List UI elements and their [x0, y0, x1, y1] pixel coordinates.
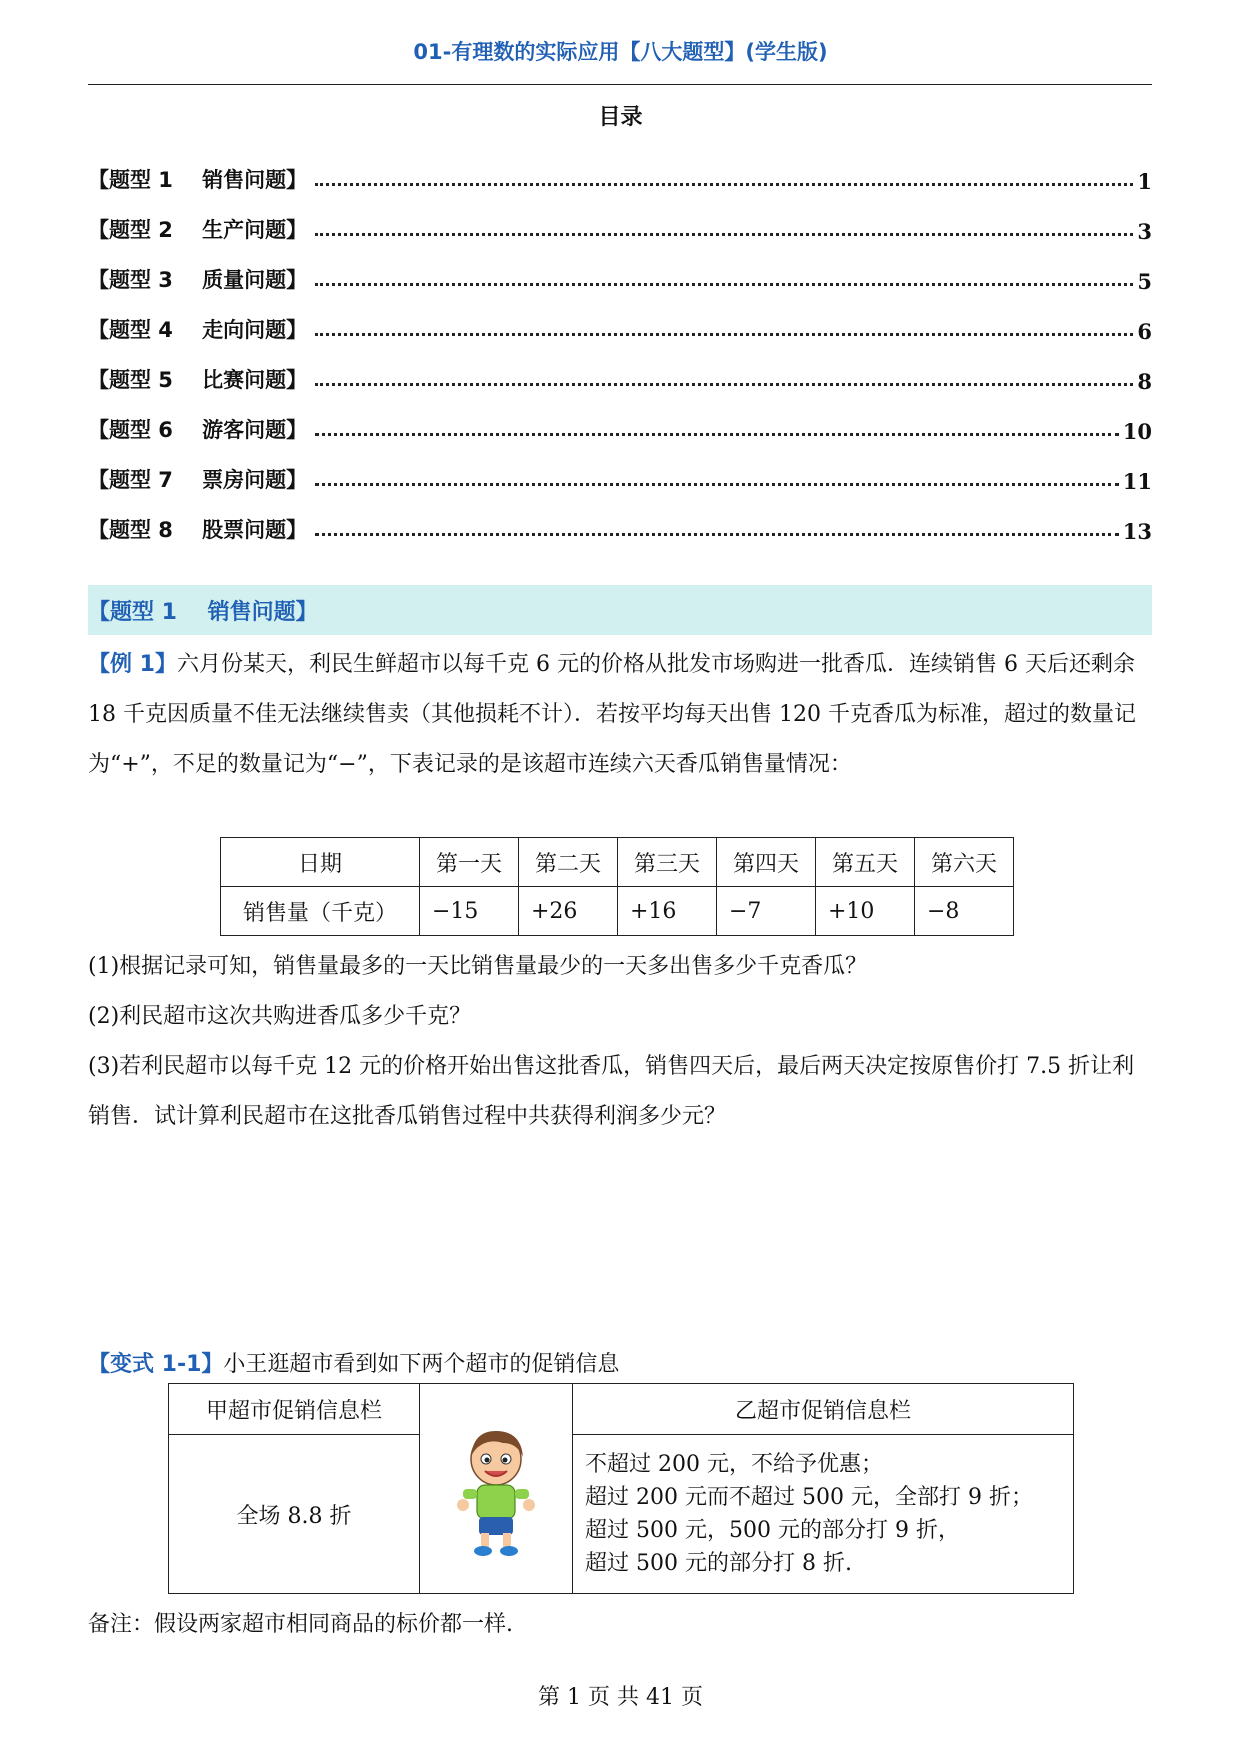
- table-header-cell: 第三天: [618, 838, 717, 887]
- toc-entry-label: 【题型 3 质量问题】: [88, 268, 308, 292]
- example-tag: 【例 1】: [88, 652, 177, 677]
- toc-entry-label: 【题型 1 销售问题】: [88, 168, 308, 192]
- toc-entry[interactable]: [88, 244, 1152, 294]
- table-cell: +10: [816, 887, 915, 936]
- question-1: (1)根据记录可知，销售量最多的一天比销售量最少的一天多出售多少千克香瓜？: [88, 954, 868, 979]
- toc-heading: 目录: [598, 105, 643, 130]
- toc-entry-label: 【题型 5 比赛问题】: [88, 368, 308, 392]
- toc-entry-page: 10: [1122, 419, 1152, 444]
- variant-text: 小王逛超市看到如下两个超市的促销信息: [223, 1352, 620, 1377]
- variant-note: 备注：假设两家超市相同商品的标价都一样.: [88, 1612, 513, 1637]
- table-header-cell: 第二天: [519, 838, 618, 887]
- boy-cartoon-icon: [441, 1419, 551, 1559]
- header-divider: [88, 84, 1152, 85]
- toc-entry-label: 【题型 4 走向问题】: [88, 318, 308, 342]
- sales-table: [220, 837, 1014, 936]
- question-3: (3)若利民超市以每千克 12 元的价格开始出售这批香瓜，销售四天后，最后两天决定按原售价打 7.5 折让利销售．试计算利民超市在这批香瓜销售过程中共获得利润多少元？: [88, 1054, 1135, 1129]
- example-1-statement: [88, 640, 1152, 790]
- table-cell: +26: [519, 887, 618, 936]
- document-title: 01-有理数的实际应用【八大题型】(学生版): [413, 40, 828, 64]
- page-number: 第 1 页 共 41 页: [538, 1685, 703, 1710]
- toc-leader-dots: [315, 332, 1133, 336]
- toc-entry-page: 3: [1137, 219, 1152, 244]
- toc-leader-dots: [315, 232, 1133, 236]
- toc-leader-dots: [315, 182, 1133, 186]
- table-cell: −7: [717, 887, 816, 936]
- toc-entry[interactable]: [88, 294, 1152, 344]
- yi-rule-line: 超过 200 元而不超过 500 元，全部打 9 折；: [585, 1485, 1033, 1510]
- yi-rule-line: 超过 500 元，500 元的部分打 9 折，: [585, 1518, 960, 1543]
- table-header-cell: 日期: [221, 838, 420, 887]
- cartoon-cell: [420, 1384, 573, 1594]
- table-cell: +16: [618, 887, 717, 936]
- table-of-contents: [88, 144, 1152, 544]
- table-row-label: 销售量（千克）: [221, 887, 420, 936]
- jia-header: 甲超市促销信息栏: [169, 1384, 420, 1435]
- toc-entry-page: 6: [1137, 319, 1152, 344]
- toc-entry-page: 8: [1137, 369, 1152, 394]
- toc-leader-dots: [315, 432, 1119, 436]
- section-title: 【题型 1 销售问题】: [88, 600, 318, 625]
- toc-leader-dots: [315, 482, 1119, 486]
- toc-entry-page: 13: [1122, 519, 1152, 544]
- toc-entry-label: 【题型 6 游客问题】: [88, 418, 308, 442]
- yi-rule-line: 不超过 200 元，不给予优惠；: [585, 1452, 883, 1477]
- table-header-cell: 第四天: [717, 838, 816, 887]
- toc-leader-dots: [315, 382, 1133, 386]
- table-row: [221, 887, 1014, 936]
- yi-rule-line: 超过 500 元的部分打 8 折.: [585, 1551, 852, 1576]
- toc-entry[interactable]: [88, 444, 1152, 494]
- toc-entry[interactable]: [88, 194, 1152, 244]
- toc-entry[interactable]: [88, 494, 1152, 544]
- jia-content: 全场 8.8 折: [169, 1435, 420, 1594]
- toc-entry-page: 11: [1122, 469, 1152, 494]
- toc-entry-label: 【题型 8 股票问题】: [88, 518, 308, 542]
- table-header-cell: 第一天: [420, 838, 519, 887]
- toc-entry-page: 5: [1137, 269, 1152, 294]
- yi-content: [573, 1435, 1074, 1594]
- toc-entry-page: 1: [1137, 169, 1152, 194]
- toc-leader-dots: [315, 282, 1133, 286]
- toc-entry[interactable]: [88, 394, 1152, 444]
- variant-tag: 【变式 1-1】: [88, 1352, 224, 1377]
- table-row: [169, 1384, 1074, 1435]
- table-cell: −15: [420, 887, 519, 936]
- table-header-cell: 第五天: [816, 838, 915, 887]
- toc-entry-label: 【题型 7 票房问题】: [88, 468, 308, 492]
- toc-leader-dots: [315, 532, 1119, 536]
- section-header-bar: [88, 585, 1152, 635]
- table-row: [169, 1435, 1074, 1594]
- table-header-cell: 第六天: [915, 838, 1014, 887]
- promotion-table: [168, 1383, 1074, 1594]
- yi-header: 乙超市促销信息栏: [573, 1384, 1074, 1435]
- table-row: [221, 838, 1014, 887]
- toc-entry[interactable]: [88, 144, 1152, 194]
- toc-entry[interactable]: [88, 344, 1152, 394]
- table-cell: −8: [915, 887, 1014, 936]
- question-2: (2)利民超市这次共购进香瓜多少千克？: [88, 1004, 472, 1029]
- example-text: 六月份某天，利民生鲜超市以每千克 6 元的价格从批发市场购进一批香瓜．连续销售 6 天后还剩余 18 千克因质量不佳无法继续售卖（其他损耗不计）．若按平均每天出售 120 千克香瓜为标准，超过的数量记为“+”，不足的数量记为“−”，下表记录的是该超市连续六天香瓜销售量情况：: [88, 652, 1136, 777]
- toc-entry-label: 【题型 2 生产问题】: [88, 218, 308, 242]
